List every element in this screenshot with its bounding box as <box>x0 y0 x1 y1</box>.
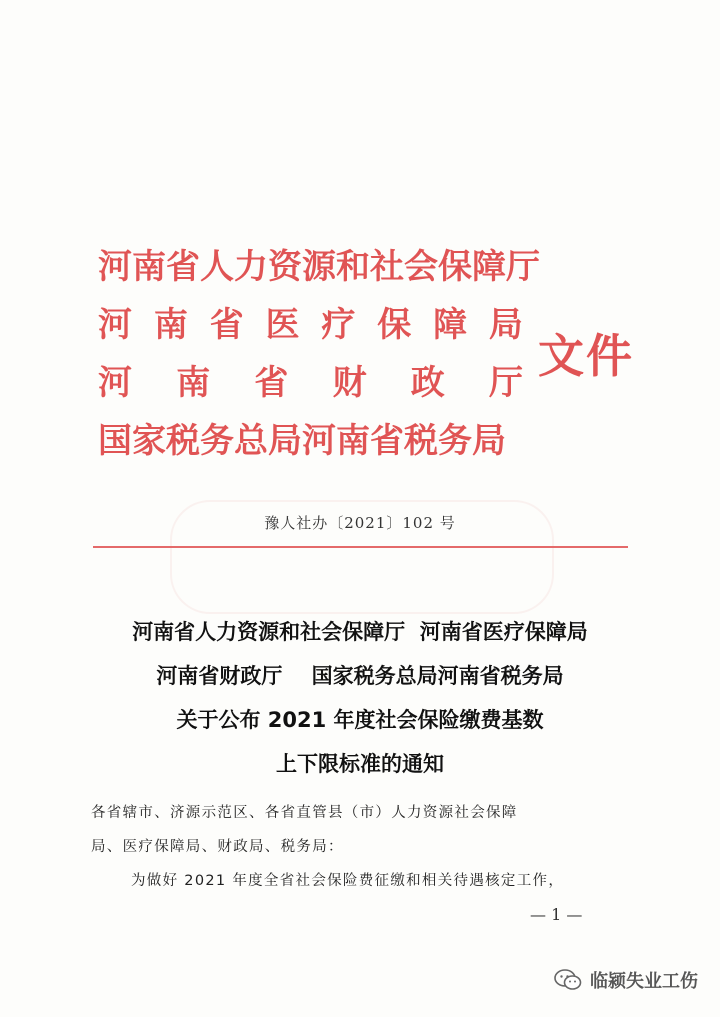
title-line-4: 上下限标准的通知 <box>276 752 444 776</box>
issuer-2-char: 障 <box>433 305 468 345</box>
body-line-3: 为做好 2021 年度全省社会保险费征缴和相关待遇核定工作， <box>131 873 565 889</box>
body-line-2: 局、医疗保障局、财政局、税务局： <box>91 839 344 855</box>
issuer-3-char: 政 <box>410 363 445 403</box>
notice-body <box>91 796 611 898</box>
title-line-1: 河南省人力资源和社会保障厅 河南省医疗保障局 <box>132 620 588 644</box>
issuer-3-char: 财 <box>332 363 367 403</box>
issuer-3-char: 河 <box>98 363 132 403</box>
title-line-2: 河南省财政厅 国家税务总局河南省税务局 <box>156 664 564 688</box>
red-divider-line <box>93 546 628 548</box>
issuer-3-char: 省 <box>254 363 289 403</box>
body-line-1: 各省辖市、济源示范区、各省直管县（市）人力资源社会保障 <box>91 805 518 821</box>
issuing-authorities <box>98 238 540 470</box>
document-number: 豫人社办〔2021〕102 号 <box>264 514 456 532</box>
issuer-2-char: 医 <box>265 305 300 345</box>
title-line-3: 关于公布 2021 年度社会保险缴费基数 <box>176 708 544 732</box>
issuer-2-char: 河 <box>98 305 132 345</box>
issuer-line-2 <box>98 296 523 354</box>
issuer-line-1 <box>98 238 540 296</box>
issuer-2-char: 南 <box>153 305 188 345</box>
issuer-line-4 <box>98 412 523 470</box>
issuer-2-char: 保 <box>377 305 412 345</box>
issuer-3-char: 南 <box>176 363 211 403</box>
page-number: — 1 — <box>530 905 583 924</box>
document-label: 文件 <box>538 329 634 383</box>
wechat-icon <box>554 969 582 991</box>
watermark-text: 临颍失业工伤 <box>590 971 698 992</box>
issuer-2-char: 局 <box>488 305 523 345</box>
account-watermark <box>554 967 698 993</box>
issuer-2-char: 省 <box>209 305 244 345</box>
notice-title <box>0 610 720 786</box>
issuer-3-char: 厅 <box>488 363 523 403</box>
issuer-1-text: 河南省人力资源和社会保障厅 <box>98 247 540 287</box>
issuer-2-char: 疗 <box>321 305 356 345</box>
issuer-4-text: 国家税务总局河南省税务局 <box>98 421 506 461</box>
issuer-line-3 <box>98 354 523 412</box>
